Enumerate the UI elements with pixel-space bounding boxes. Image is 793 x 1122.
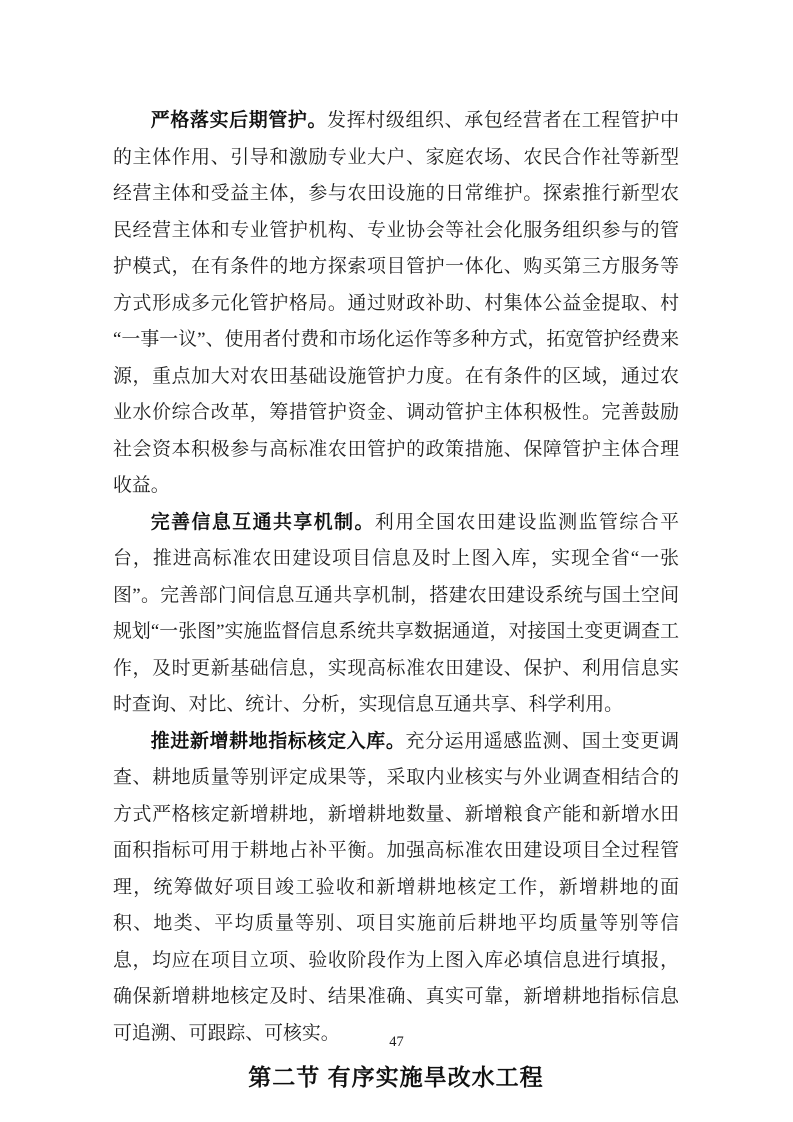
paragraph-new-cropland bbox=[113, 724, 679, 1053]
paragraph-body: 发挥村级组织、承包经营者在工程管护中的主体作用、引导和激励专业大户、家庭农场、农民合作社等新型经营主体和受益主体，参与农田设施的日常维护。探索推行新型农民经营主体和专业管护机构、专业协会等社会化服务组织参与的管护模式，在有条件的地方探索项目管护一体化、购买第三方服务等方式形成多元化管护格局。通过财政补助、村集体公益金提取、村“一事一议”、使用者付费和市场化运作等多种方式，拓宽管护经费来源，重点加大对农田基础设施管护力度。在有条件的区域，通过农业水价综合改革，筹措管护资金、调动管护主体积极性。完善鼓励社会资本积极参与高标准农田管护的政策措施、保障管护主体合理收益。 bbox=[113, 110, 680, 496]
paragraph-body: 利用全国农田建设监测监管综合平台，推进高标准农田建设项目信息及时上图入库，实现全省“一张图”。完善部门间信息互通共享机制，搭建农田建设系统与国土空间规划“一张图”实施监督信息系统共享数据通道，对接国土变更调查工作，及时更新基础信息，实现高标准农田建设、保护、利用信息实时查询、对比、统计、分析，实现信息互通共享、科学利用。 bbox=[113, 511, 680, 715]
text-block bbox=[113, 103, 679, 1092]
paragraph-lead-bold: 完善信息互通共享机制。 bbox=[150, 511, 375, 533]
paragraph-lead-bold: 严格落实后期管护。 bbox=[150, 110, 328, 131]
section-heading: 第二节 有序实施旱改水工程 bbox=[248, 1064, 544, 1090]
paragraph-info-sharing bbox=[113, 505, 679, 724]
page-number: 47 bbox=[389, 1034, 404, 1050]
paragraph-lead-bold: 推进新增耕地指标核定入库。 bbox=[150, 730, 406, 752]
paragraph-body: 充分运用遥感监测、国土变更调查、耕地质量等别评定成果等，采取内业核实与外业调查相结合的方式严格核定新增耕地，新增耕地数量、新增粮食产能和新增水田面积指标可用于耕地占补平衡。加强高标准农田建设项目全过程管理，统筹做好项目竣工验收和新增耕地核定工作，新增耕地的面积、地类、平均质量等别、项目实施前后耕地平均质量等别等信息，均应在项目立项、验收阶段作为上图入库必填信息进行填报，确保新增耕地核定及时、结果准确、真实可靠，新增耕地指标信息可追溯、可跟踪、可核实。 bbox=[113, 730, 680, 1044]
paragraph-maintenance bbox=[113, 103, 679, 505]
